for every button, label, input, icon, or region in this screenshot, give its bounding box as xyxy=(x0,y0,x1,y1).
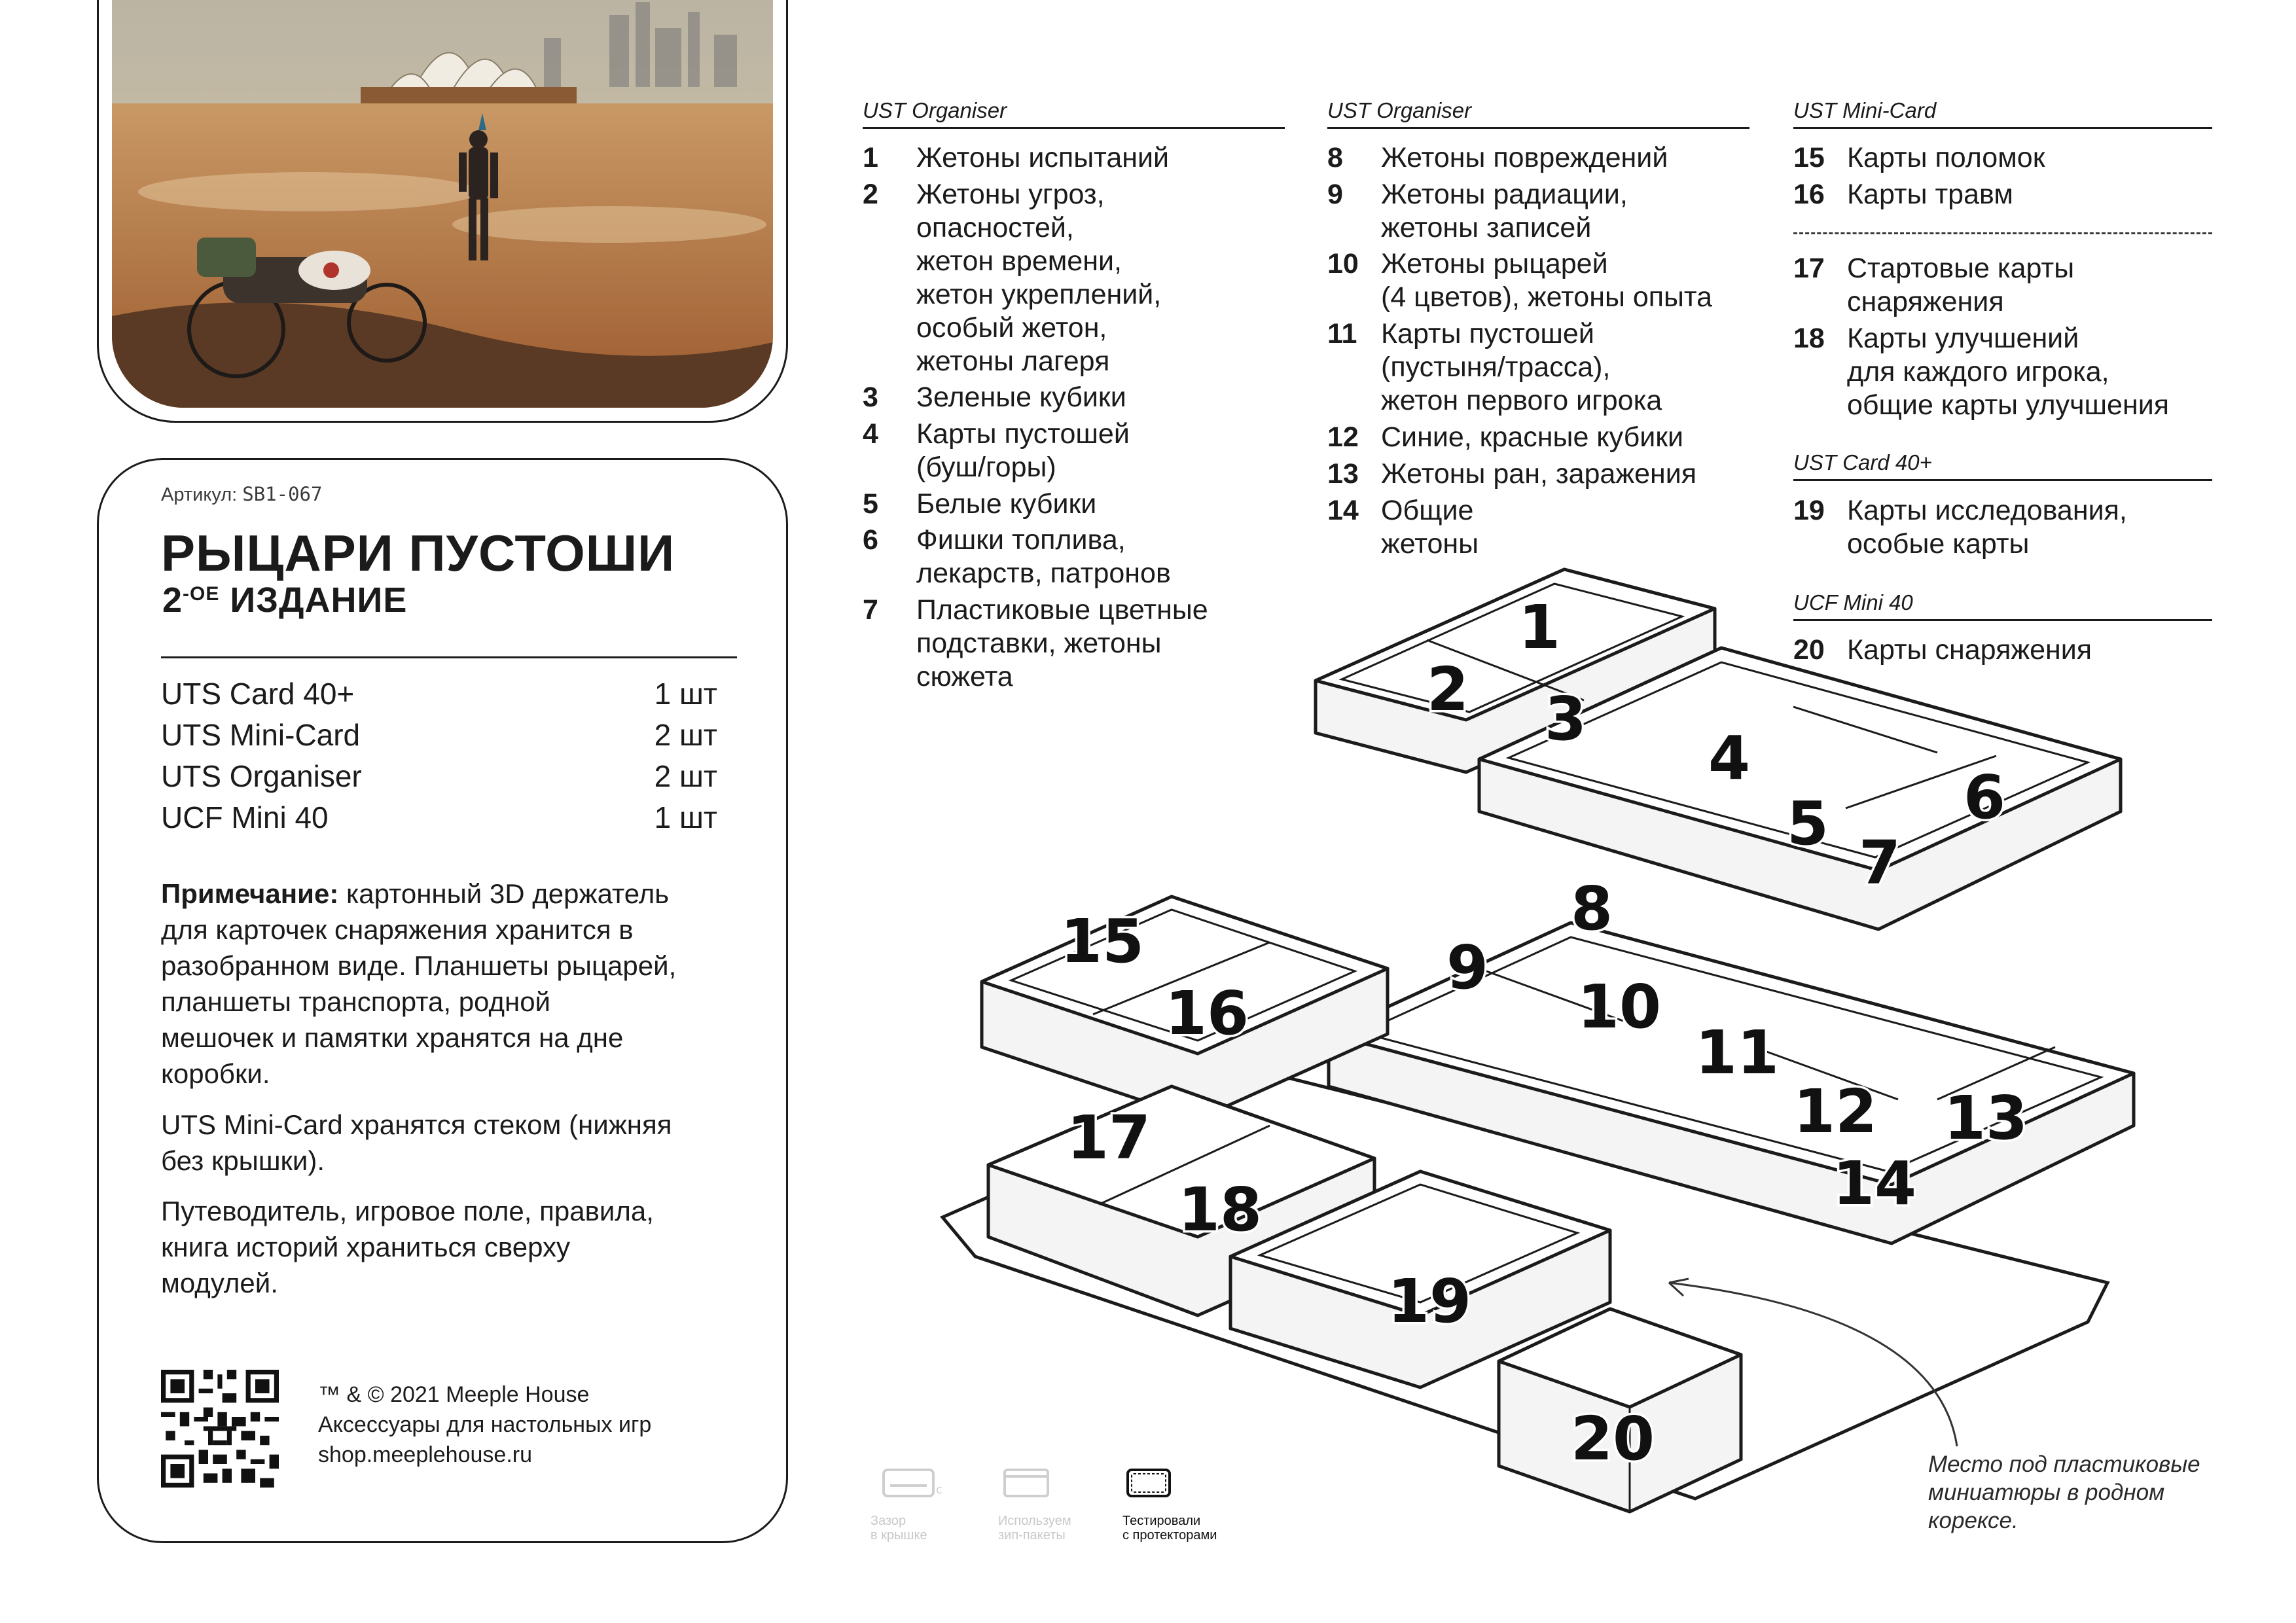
legend-number: 11 xyxy=(1327,318,1357,349)
pack-qty: 2 шт xyxy=(654,759,717,793)
edition-suffix: -ОЕ xyxy=(183,583,220,605)
legend-ucf-header: UCF Mini 40 xyxy=(1793,590,2212,621)
sleeve-feature xyxy=(1122,1465,1217,1543)
legend-line: Жетоны угроз, xyxy=(916,179,1105,210)
legend-number: 4 xyxy=(863,418,878,450)
pack-row xyxy=(161,676,717,711)
icon-label-line: Используем xyxy=(998,1514,1071,1528)
pack-row xyxy=(161,758,717,794)
legend-line: для каждого игрока, xyxy=(1847,356,2109,387)
legend-text xyxy=(1381,247,1712,314)
edition-subtitle xyxy=(162,580,407,620)
note-label: Примечание: xyxy=(161,878,339,909)
legend-number: 18 xyxy=(1793,323,1825,354)
product-info-card xyxy=(97,458,788,1543)
legend-number: 9 xyxy=(1327,179,1343,210)
legend-number: 16 xyxy=(1793,179,1825,210)
legend-text xyxy=(1381,317,1662,418)
legend-line: Фишки топлива, xyxy=(916,524,1126,556)
legend-text xyxy=(1847,322,2169,422)
legend-text: Жетоны повреждений xyxy=(1381,142,1668,173)
diagram-label: 13 xyxy=(1944,1083,2028,1153)
icon-label-line: зип-пакеты xyxy=(998,1528,1066,1543)
legend-number: 8 xyxy=(1327,142,1343,173)
legend-column-2-header: UST Organiser xyxy=(1327,98,1749,129)
sku-line xyxy=(161,483,322,506)
diagram-label: 11 xyxy=(1695,1018,1780,1088)
diagram-label: 18 xyxy=(1178,1175,1263,1245)
legend-number: 5 xyxy=(863,488,878,520)
note-line: без крышки). xyxy=(161,1145,325,1176)
diagram-label: 4 xyxy=(1708,723,1751,793)
wasteland-scene-image xyxy=(112,0,773,408)
legend-line: Жетоны радиации, xyxy=(1381,179,1628,210)
title-divider xyxy=(161,656,737,658)
legend-number: 7 xyxy=(863,594,878,626)
note-line: коробки. xyxy=(161,1058,270,1089)
guide-note xyxy=(161,1193,750,1301)
diagram-label: 3 xyxy=(1545,684,1587,754)
legend-number: 13 xyxy=(1327,458,1359,490)
pack-row xyxy=(161,800,717,835)
legend-text xyxy=(916,418,1130,484)
legend-line: общие карты улучшения xyxy=(1847,389,2170,421)
storage-note xyxy=(161,876,750,1092)
note-line: UTS Mini-Card хранятся стеком (нижняя xyxy=(161,1109,672,1140)
icon-label-line: Тестировали xyxy=(1122,1514,1201,1528)
legend-line: Пластиковые цветные xyxy=(916,594,1208,626)
diagram-label: 7 xyxy=(1859,828,1901,898)
pack-qty: 1 шт xyxy=(654,800,717,834)
pack-qty: 1 шт xyxy=(654,677,717,711)
legend-column-3-header: UST Mini-Card xyxy=(1793,98,2212,129)
legend-card40-header: UST Card 40+ xyxy=(1793,450,2212,481)
minicard-note xyxy=(161,1107,750,1179)
icon-label-line: в крышке xyxy=(870,1528,927,1543)
icon-label-line: Зазор xyxy=(870,1514,906,1528)
legend-line: (4 цветов), жетоны опыта xyxy=(1381,281,1713,313)
svg-text:c: c xyxy=(936,1483,942,1497)
diagram-label: 1 xyxy=(1518,592,1561,662)
pack-row xyxy=(161,717,717,753)
legend-line: Карты исследования, xyxy=(1847,495,2127,526)
legend-number: 15 xyxy=(1793,142,1825,173)
diagram-label: 14 xyxy=(1833,1149,1917,1219)
cover-art-card xyxy=(97,0,788,423)
legend-line: (буш/горы) xyxy=(916,452,1056,483)
legend-line: Общие xyxy=(1381,495,1474,526)
sku-code: SB1-067 xyxy=(242,483,323,505)
legend-line: жетон времени, xyxy=(916,245,1122,277)
copyright-text: ™ & © 2021 Meeple House xyxy=(318,1382,590,1407)
pack-name: UCF Mini 40 xyxy=(161,800,329,834)
publisher-footer xyxy=(318,1380,651,1470)
qr-code-icon[interactable] xyxy=(161,1370,279,1488)
note-line: книга историй храниться сверху xyxy=(161,1232,570,1262)
icon-label-line: с протекторами xyxy=(1122,1528,1217,1543)
diagram-label: 20 xyxy=(1571,1404,1655,1474)
diagram-label: 5 xyxy=(1787,789,1829,859)
legend-number: 1 xyxy=(863,142,878,173)
legend-line: (пустыня/трасса), xyxy=(1381,351,1611,383)
diagram-label: 17 xyxy=(1067,1103,1151,1173)
legend-line: жетоны записей xyxy=(1381,212,1592,243)
caption-line: миниатюры в родном xyxy=(1928,1480,2165,1505)
pack-name: UTS Organiser xyxy=(161,759,362,793)
legend-line: Стартовые карты xyxy=(1847,253,2075,284)
legend-number: 2 xyxy=(863,179,878,210)
caption-line: Место под пластиковые xyxy=(1928,1452,2200,1477)
legend-line: особые карты xyxy=(1847,528,2030,560)
sku-label: Артикул: xyxy=(161,484,238,505)
caption-line: корексе. xyxy=(1928,1508,2018,1533)
legend-column-1-header: UST Organiser xyxy=(863,98,1285,129)
zip-bag-icon xyxy=(998,1465,1064,1504)
legend-line: жетон первого игрока xyxy=(1381,385,1662,416)
note-line: планшеты транспорта, родной xyxy=(161,986,551,1017)
legend-text: Синие, красные кубики xyxy=(1381,421,1684,453)
legend-text: Жетоны испытаний xyxy=(916,142,1170,173)
legend-text: Карты снаряжения xyxy=(1847,634,2092,666)
legend-line: жетоны лагеря xyxy=(916,346,1110,377)
sleeve-icon xyxy=(1122,1465,1188,1504)
diagram-label: 15 xyxy=(1060,906,1145,976)
legend-line: Жетоны рыцарей xyxy=(1381,248,1608,279)
legend-line: подставки, жетоны xyxy=(916,628,1162,659)
legend-line: опасностей, xyxy=(916,212,1074,243)
edition-number: 2 xyxy=(162,580,183,620)
product-title: РЫЦАРИ ПУСТОШИ xyxy=(161,524,675,582)
diagram-label: 19 xyxy=(1388,1266,1472,1336)
cover-illustration xyxy=(112,0,773,408)
legend-dashed-divider xyxy=(1793,232,2212,234)
legend-text: Карты травм xyxy=(1847,179,2013,210)
note-line: модулей. xyxy=(161,1268,278,1298)
legend-text xyxy=(1381,178,1628,245)
diagram-label: 12 xyxy=(1793,1077,1878,1147)
note-line: для карточек снаряжения хранится в xyxy=(161,914,634,945)
legend-number: 10 xyxy=(1327,248,1359,279)
pack-name: UTS Card 40+ xyxy=(161,677,355,711)
legend-text: Зеленые кубики xyxy=(916,382,1126,413)
legend-line: жетон укреплений, xyxy=(916,279,1162,310)
diagram-label: 6 xyxy=(1964,762,2006,832)
legend-line: Карты улучшений xyxy=(1847,323,2079,354)
legend-text xyxy=(916,178,1161,378)
miniature-space-caption xyxy=(1928,1450,2200,1535)
legend-line: снаряжения xyxy=(1847,286,2004,317)
legend-number: 17 xyxy=(1793,253,1825,284)
legend-number: 6 xyxy=(863,524,878,556)
note-line: картонный 3D держатель xyxy=(338,878,670,909)
lid-gap-icon xyxy=(870,1465,949,1504)
tagline-text: Аксессуары для настольных игр xyxy=(318,1412,652,1437)
legend-number: 12 xyxy=(1327,421,1359,453)
legend-line: Карты пустошей xyxy=(1381,318,1594,349)
legend-number: 19 xyxy=(1793,495,1825,526)
note-line: мешочек и памятки хранятся на дне xyxy=(161,1022,624,1053)
diagram-label: 16 xyxy=(1165,978,1249,1048)
organiser-layout-diagram xyxy=(916,510,2147,1558)
legend-line: сюжета xyxy=(916,661,1013,692)
diagram-label: 9 xyxy=(1446,933,1489,1003)
zip-bag-feature xyxy=(998,1465,1071,1543)
note-line: Путеводитель, игровое поле, правила, xyxy=(161,1196,654,1226)
diagram-label: 10 xyxy=(1577,972,1662,1042)
legend-line: лекарств, патронов xyxy=(916,558,1171,589)
legend-line: жетоны xyxy=(1381,528,1479,560)
pack-name: UTS Mini-Card xyxy=(161,718,361,752)
note-line: разобранном виде. Планшеты рыцарей, xyxy=(161,950,677,981)
legend-text: Белые кубики xyxy=(916,488,1097,520)
legend-text: Карты поломок xyxy=(1847,142,2045,173)
lid-gap-feature xyxy=(870,1465,949,1543)
pack-qty: 2 шт xyxy=(654,718,717,752)
legend-text: Жетоны ран, заражения xyxy=(1381,458,1697,490)
legend-number: 3 xyxy=(863,382,878,413)
legend-number: 20 xyxy=(1793,634,1825,666)
legend-line: особый жетон, xyxy=(916,312,1107,344)
diagram-label: 2 xyxy=(1427,654,1469,724)
legend-text xyxy=(1847,252,2074,319)
edition-word: ИЗДАНИЕ xyxy=(230,580,408,620)
shop-link[interactable]: shop.meeplehouse.ru xyxy=(318,1442,533,1467)
diagram-label: 8 xyxy=(1571,874,1613,944)
legend-line: Карты пустошей xyxy=(916,418,1130,450)
legend-number: 14 xyxy=(1327,495,1359,526)
